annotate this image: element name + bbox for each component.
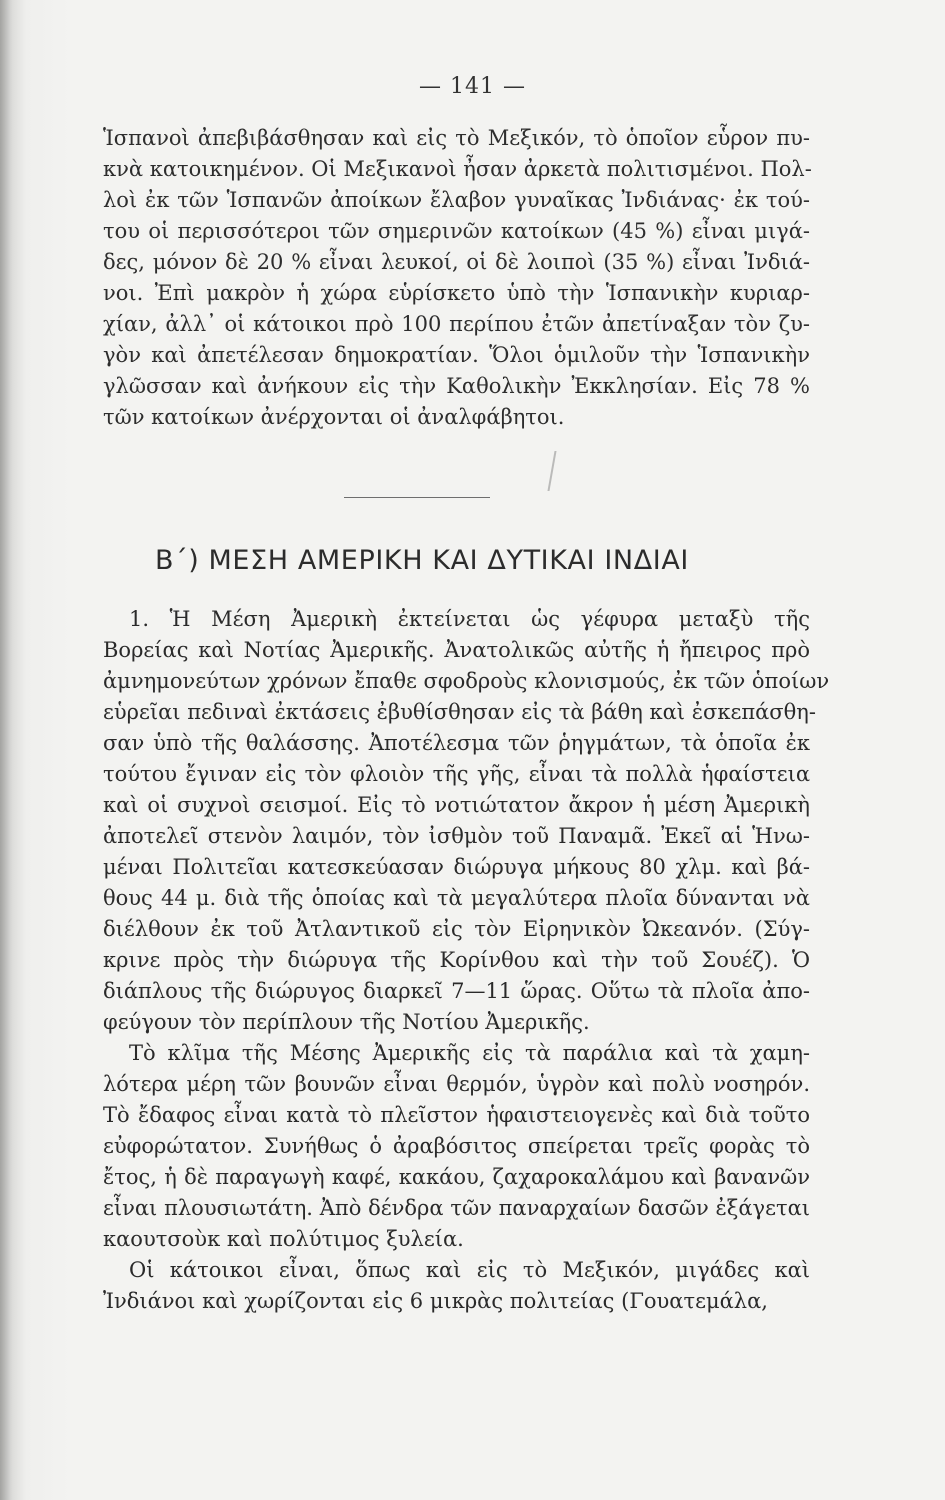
paragraph-1-line-4: εὑρεῖαι πεδιναὶ ἐκτάσεις ἐβυθίσθησαν εἰς τὰ βάθη καὶ ἐσκεπάσθη-: [103, 700, 816, 724]
top-line-10: τῶν κατοίκων ἀνέρχονται οἱ ἀναλφάβητοι.: [103, 405, 565, 429]
paragraph-1-line-13: διάπλους τῆς διώρυγος διαρκεῖ 7—11 ὥρας. Οὕτω τὰ πλοῖα ἀπο-: [103, 979, 810, 1003]
section-separator: [344, 497, 490, 498]
paragraph-1-line-6: τούτου ἔγιναν εἰς τὸν φλοιὸν τῆς γῆς, εἶναι τὰ πολλὰ ἡφαίστεια: [103, 762, 810, 786]
top-paragraph: [103, 123, 810, 433]
paragraph-2-line-4: εὐφορώτατον. Συνήθως ὁ ἀραβόσιτος σπείρεται τρεῖς φορὰς τὸ: [103, 1134, 810, 1158]
main-text-block: [103, 604, 830, 1317]
paragraph-3-line-2: Ἰνδιάνοι καὶ χωρίζονται εἰς 6 μικρὰς πολιτείας (Γουατεμάλα,: [103, 1289, 768, 1313]
pencil-mark: [547, 451, 580, 491]
paragraph-2-line-3: Τὸ ἔδαφος εἶναι κατὰ τὸ πλεῖστον ἡφαιστειογενὲς καὶ διὰ τοῦτο: [103, 1103, 810, 1127]
paragraph-1-line-9: μέναι Πολιτεῖαι κατεσκεύασαν διώρυγα μήκους 80 χλμ. καὶ βά-: [103, 855, 810, 879]
paragraph-1-line-10: θους 44 μ. διὰ τῆς ὁποίας καὶ τὰ μεγαλύτερα πλοῖα δύνανται νὰ: [103, 886, 810, 910]
top-line-4: του οἱ περισσότεροι τῶν σημερινῶν κατοίκων (45 %) εἶναι μιγά-: [103, 219, 810, 243]
top-line-7: χίαν, ἀλλ᾽ οἱ κάτοικοι πρὸ 100 περίπου ἐτῶν ἀπετίναξαν τὸν ζυ-: [103, 312, 810, 336]
paragraph-2-line-1: Τὸ κλῖμα τῆς Μέσης Ἀμερικῆς εἰς τὰ παράλια καὶ τὰ χαμη-: [129, 1041, 810, 1065]
top-line-2: κνὰ κατοικημένον. Οἱ Μεξικανοὶ ἦσαν ἀρκετὰ πολιτισμένοι. Πολ-: [103, 157, 812, 181]
section-heading: Β΄) ΜΕΣΗ ΑΜΕΡΙΚΗ ΚΑΙ ΔΥΤΙΚΑΙ ΙΝΔΙΑΙ: [155, 545, 689, 576]
paragraph-1-line-11: διέλθουν ἐκ τοῦ Ἀτλαντικοῦ εἰς τὸν Εἰρηνικὸν Ὠκεανόν. (Σύγ-: [103, 917, 810, 941]
paragraph-1-line-14: φεύγουν τὸν περίπλουν τῆς Νοτίου Ἀμερικῆς.: [103, 1010, 590, 1034]
paragraph-1-line-1: 1. Ἡ Μέση Ἀμερικὴ ἐκτείνεται ὡς γέφυρα μεταξὺ τῆς: [129, 607, 810, 631]
top-text-block: [103, 123, 810, 433]
top-line-8: γὸν καὶ ἀπετέλεσαν δημοκρατίαν. Ὅλοι ὁμιλοῦν τὴν Ἱσπανικὴν: [103, 343, 810, 367]
paragraph-3: [103, 1255, 810, 1317]
top-line-6: νοι. Ἐπὶ μακρὸν ἡ χώρα εὑρίσκετο ὑπὸ τὴν Ἱσπανικὴν κυριαρ-: [103, 281, 810, 305]
paragraph-2-line-7: καουτσοὺκ καὶ πολύτιμος ξυλεία.: [103, 1227, 464, 1251]
paragraph-2-line-2: λότερα μέρη τῶν βουνῶν εἶναι θερμόν, ὑγρὸν καὶ πολὺ νοσηρόν.: [103, 1072, 810, 1096]
top-line-5: δες, μόνον δὲ 20 % εἶναι λευκοί, οἱ δὲ λοιποὶ (35 %) εἶναι Ἰνδιά-: [103, 250, 810, 274]
paragraph-1-line-2: Βορείας καὶ Νοτίας Ἀμερικῆς. Ἀνατολικῶς αὐτῆς ἡ ἤπειρος πρὸ: [103, 638, 810, 662]
page-number: — 141 —: [419, 74, 526, 99]
paragraph-1-line-3: ἀμνημονεύτων χρόνων ἔπαθε σφοδροὺς κλονισμούς, ἐκ τῶν ὁποίων: [103, 669, 830, 693]
paragraph-2-line-6: εἶναι πλουσιωτάτη. Ἀπὸ δένδρα τῶν παναρχαίων δασῶν ἐξάγεται: [103, 1196, 810, 1220]
paragraph-2-line-5: ἔτος, ἡ δὲ παραγωγὴ καφέ, κακάου, ζαχαροκαλάμου καὶ βανανῶν: [103, 1165, 810, 1189]
binding-shadow: [0, 0, 26, 1500]
paragraph-1-line-5: σαν ὑπὸ τῆς θαλάσσης. Ἀποτέλεσμα τῶν ῥηγμάτων, τὰ ὁποῖα ἐκ: [103, 731, 810, 755]
paragraph-3-line-1: Οἱ κάτοικοι εἶναι, ὅπως καὶ εἰς τὸ Μεξικόν, μιγάδες καὶ: [129, 1258, 810, 1282]
paragraph-1-line-7: καὶ οἱ συχνοὶ σεισμοί. Εἰς τὸ νοτιώτατον ἄκρον ἡ μέση Ἀμερικὴ: [103, 793, 810, 817]
top-line-3: λοὶ ἐκ τῶν Ἱσπανῶν ἀποίκων ἔλαβον γυναῖκας Ἰνδιάνας· ἐκ τού-: [103, 188, 810, 212]
top-line-9: γλῶσσαν καὶ ἀνήκουν εἰς τὴν Καθολικὴν Ἐκκλησίαν. Εἰς 78 %: [103, 374, 810, 398]
paragraph-2: [103, 1038, 810, 1255]
paragraph-1-line-12: κρινε πρὸς τὴν διώρυγα τῆς Κορίνθου καὶ τὴν τοῦ Σουέζ). Ὁ: [103, 948, 810, 972]
paragraph-1-line-8: ἀποτελεῖ στενὸν λαιμόν, τὸν ἰσθμὸν τοῦ Παναμᾶ. Ἐκεῖ αἱ Ἡνω-: [103, 824, 810, 848]
top-line-1: Ἱσπανοὶ ἀπεβιβάσθησαν καὶ εἰς τὸ Μεξικόν, τὸ ὁποῖον εὗρον πυ-: [103, 126, 810, 150]
paragraph-1: [103, 604, 830, 1038]
